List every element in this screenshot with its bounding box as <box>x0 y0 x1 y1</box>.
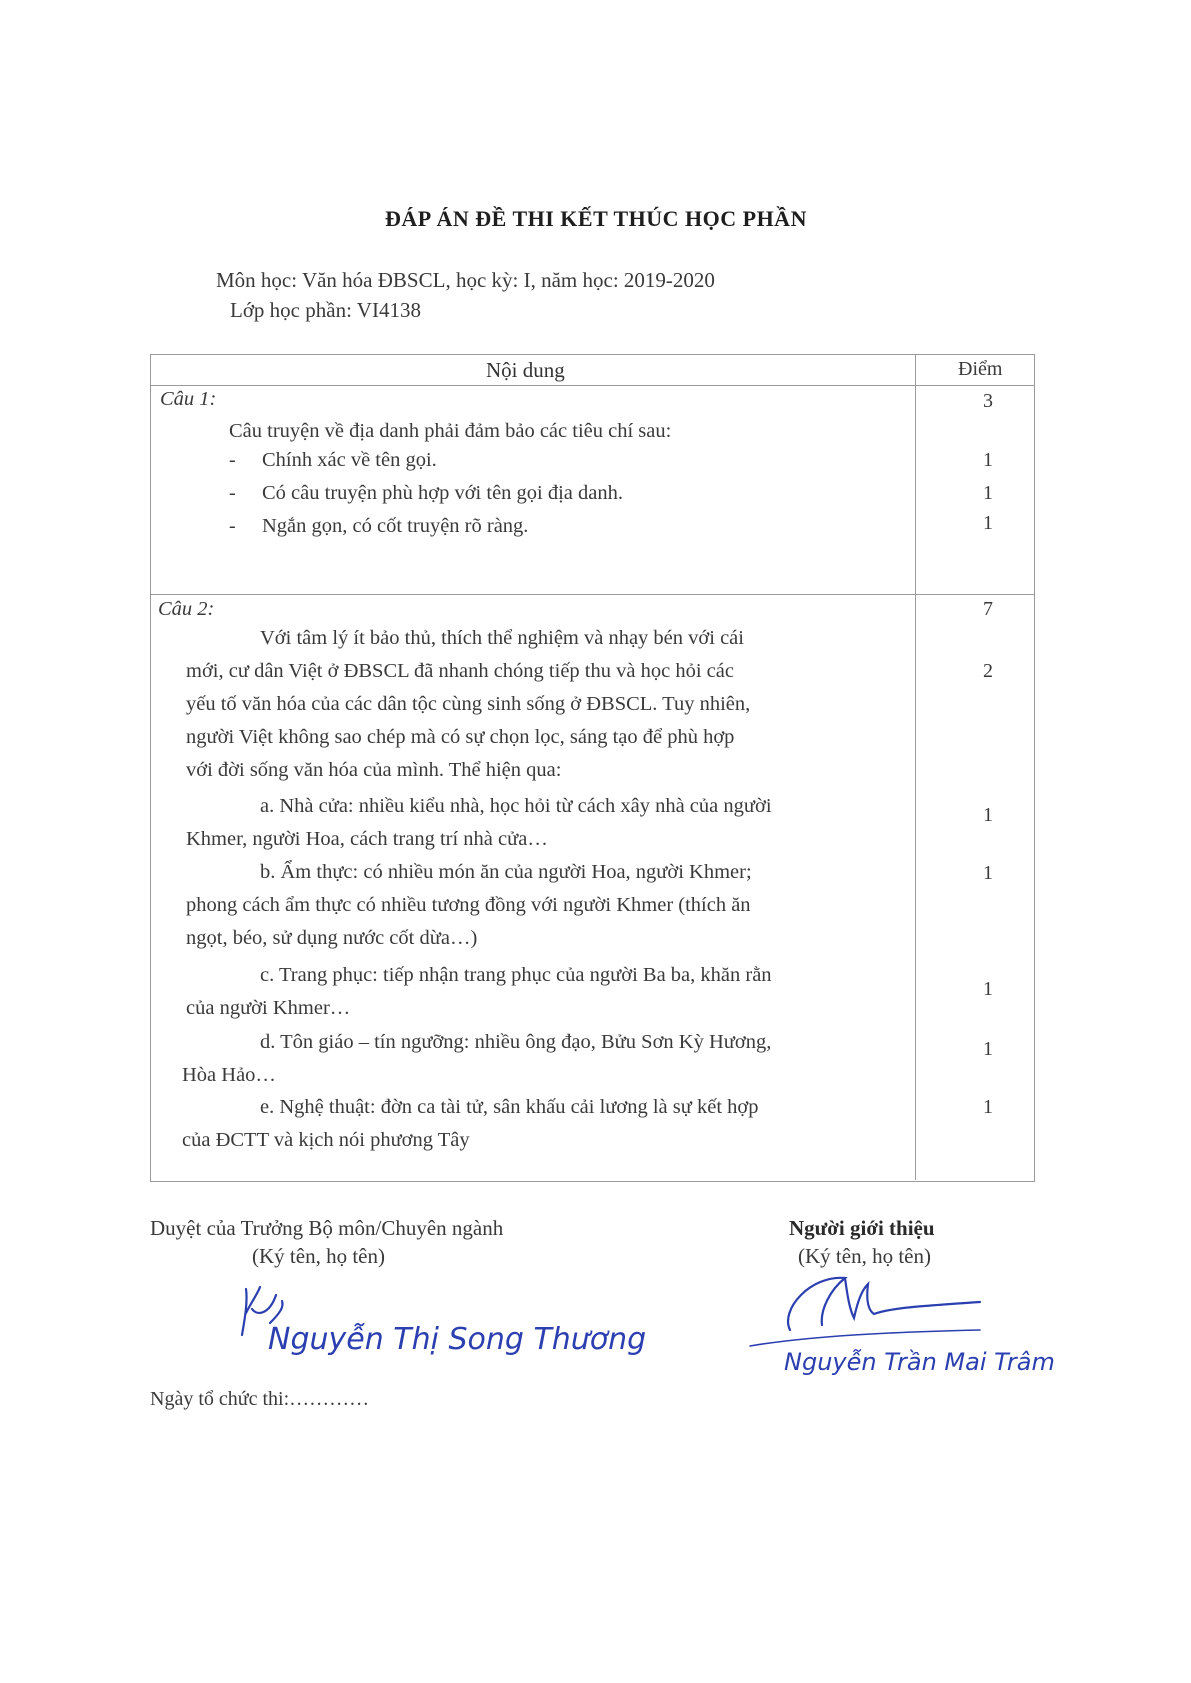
q2-item-e-line-2: của ĐCTT và kịch nói phương Tây <box>182 1129 470 1151</box>
q2-item-c-score: 1 <box>983 978 993 1000</box>
document-title: ĐÁP ÁN ĐỀ THI KẾT THÚC HỌC PHẦN <box>385 206 807 231</box>
criterion-1-dash: - <box>229 449 236 471</box>
question-1-score: 3 <box>983 390 993 412</box>
q2-item-b-score: 1 <box>983 862 993 884</box>
criterion-1-score: 1 <box>983 449 993 471</box>
criterion-1-text: Chính xác về tên gọi. <box>262 449 437 471</box>
criterion-2-dash: - <box>229 482 236 504</box>
column-header-content: Nội dung <box>486 358 565 382</box>
q2-item-e-line-1: e. Nghệ thuật: đờn ca tài tử, sân khấu cải lương là sự kết hợp <box>260 1096 759 1118</box>
table-column-divider <box>915 354 916 1180</box>
question-1-label: Câu 1: <box>160 388 217 410</box>
question-2-intro-score: 2 <box>983 660 993 682</box>
question-2-score: 7 <box>983 598 993 620</box>
q2-item-a-line-1: a. Nhà cửa: nhiều kiểu nhà, học hỏi từ cách xây nhà của người <box>260 795 772 817</box>
left-signer-name: Nguyễn Thị Song Thương <box>268 1322 647 1357</box>
q2-item-c-line-2: của người Khmer… <box>186 997 351 1019</box>
right-signature-heading: Người giới thiệu <box>789 1216 935 1240</box>
question-2-label: Câu 2: <box>158 598 215 620</box>
q2-intro-line-1: Với tâm lý ít bảo thủ, thích thể nghiệm và nhạy bén với cái <box>260 627 744 649</box>
right-signature-sub: (Ký tên, họ tên) <box>798 1244 931 1268</box>
q2-item-d-score: 1 <box>983 1038 993 1060</box>
q2-item-a-score: 1 <box>983 804 993 826</box>
q2-intro-line-2: mới, cư dân Việt ở ĐBSCL đã nhanh chóng tiếp thu và học hỏi các <box>186 660 734 682</box>
criterion-3-score: 1 <box>983 512 993 534</box>
q2-intro-line-4: người Việt không sao chép mà có sự chọn lọc, sáng tạo để phù hợp <box>186 726 735 748</box>
column-header-score: Điểm <box>958 358 1003 380</box>
right-signature-mark <box>750 1270 990 1340</box>
criterion-3-dash: - <box>229 515 236 537</box>
right-signer-name: Nguyễn Trần Mai Trâm <box>784 1348 1055 1376</box>
criterion-3-text: Ngắn gọn, có cốt truyện rõ ràng. <box>262 515 529 537</box>
q2-item-b-line-3: ngọt, béo, sử dụng nước cốt dừa…) <box>186 927 478 949</box>
left-signature-heading: Duyệt của Trưởng Bộ môn/Chuyên ngành <box>150 1216 504 1240</box>
class-line: Lớp học phần: VI4138 <box>230 298 421 322</box>
table-row-divider <box>150 594 1034 595</box>
q2-item-d-line-1: d. Tôn giáo – tín ngưỡng: nhiều ông đạo, Bửu Sơn Kỳ Hương, <box>260 1031 772 1053</box>
q2-item-c-line-1: c. Trang phục: tiếp nhận trang phục của người Ba ba, khăn rằn <box>260 964 772 986</box>
left-signature-sub: (Ký tên, họ tên) <box>252 1244 385 1268</box>
table-header-divider <box>150 385 1034 386</box>
exam-date-line: Ngày tổ chức thi:………… <box>150 1388 370 1410</box>
question-1-intro: Câu truyện về địa danh phải đảm bảo các tiêu chí sau: <box>229 420 672 442</box>
q2-item-a-line-2: Khmer, người Hoa, cách trang trí nhà cửa… <box>186 828 548 850</box>
q2-intro-line-5: với đời sống văn hóa của mình. Thể hiện qua: <box>186 759 562 781</box>
criterion-2-text: Có câu truyện phù hợp với tên gọi địa danh. <box>262 482 624 504</box>
q2-item-b-line-1: b. Ẩm thực: có nhiều món ăn của người Hoa, người Khmer; <box>260 861 752 883</box>
q2-intro-line-3: yếu tố văn hóa của các dân tộc cùng sinh sống ở ĐBSCL. Tuy nhiên, <box>186 693 751 715</box>
q2-item-d-line-2: Hòa Hảo… <box>182 1064 276 1086</box>
subject-line: Môn học: Văn hóa ĐBSCL, học kỳ: I, năm học: 2019-2020 <box>216 268 715 292</box>
criterion-2-score: 1 <box>983 482 993 504</box>
q2-item-e-score: 1 <box>983 1096 993 1118</box>
q2-item-b-line-2: phong cách ẩm thực có nhiều tương đồng với người Khmer (thích ăn <box>186 894 751 916</box>
